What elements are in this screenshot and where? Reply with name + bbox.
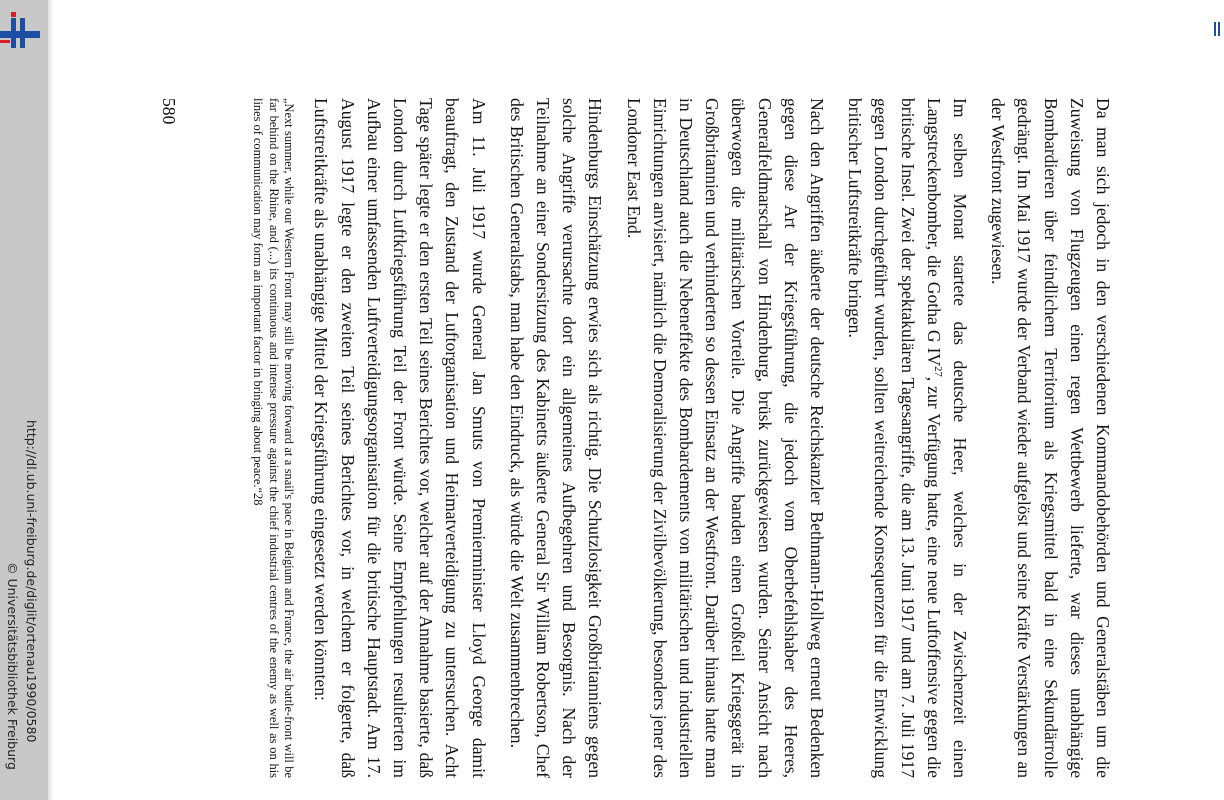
copyright-notice: © Universitätsbibliothek Freiburg [5, 562, 20, 770]
page-edge-shadow [48, 0, 54, 800]
document-page [156, 98, 1116, 778]
paragraph-5: Am 11. Juli 1917 wurde General Jan Smuts von Premierminister Lloyd George damit beauftragt, den Zustand der Luftorganisation und Heimatverteidigung zu untersuchen. Acht Tage später legte er den ersten Teil seines Berichtes vor, welcher auf der Annahme basierte, daß London durch Luftkriegsführung Teil der Front würde. Seine Empfehlungen resultierten im Aufbau einer umfassenden Luftverteidigungsorganisation für die britische Hauptstadt. Am 17. August 1917 legte er den zweiten Teil seines Berichtes vor, in welchem er folgerte, daß Luftstreitkräfte als unabhängige Mittel der Kriegsführung eingesetzt werden könnten: [311, 98, 489, 778]
paragraph-1: Da man sich jedoch in den verschiedenen Kommandobehörden und Generalstäben um die Zuweisung von Flugzeugen einen regen Wettbewerb lieferte, war dieses unabhängige Bombardieren über feindlichem Territorium als Kriegsmittel bald in eine Sekundärrolle gedrängt. Im Mai 1917 wurde der Verband wieder aufgelöst und seine Kräfte Verstärkungen an der Westfront zugewiesen. [988, 98, 1113, 778]
footnote-ref-27: 27 [931, 366, 943, 377]
unibib-freiburg-logo-icon[interactable] [0, 0, 48, 48]
viewer-side-strip [0, 0, 48, 800]
source-url[interactable]: http://dl.ub.uni-freiburg.de/diglit/ortenau1990/0580 [24, 420, 39, 743]
page-marker-icon [1214, 22, 1220, 36]
quotation: „Next summer, while our Western Front may still be moving forward at a snail's pace in Belgium and France, the air battle-front will be far behind on the Rhine, and (...) its continuous and intense pressure against the chief industrial centres of the enemy as well as on his lines of communication may form an important factor in bringing about peace.“28 [251, 98, 297, 778]
paragraph-2-text-cont: , zur Verfügung hatte, eine neue Luftoffensive gegen die britische Insel. Zwei der spektakulären Tagesangriffe, die am 13. Juni 1917 und am 7. Juli 1917 gegen London durchgeführt wurden, sollten weitreichende Konsequenzen für die Entwicklung britischer Luftstreitkräfte bringen. [845, 98, 944, 778]
paragraph-4: Hindenburgs Einschätzung erwies sich als richtig. Die Schutzlosigkeit Großbritanniens gegen solche Angriffe verursachte dort ein allgemeines Aufbegehren und Besorgnis. Nach der Teilnahme an einer Sondersitzung des Kabinetts äußerte General Sir William Robertson, Chef des Britischen Generalstabs, man habe den Eindruck, als würde die Welt zusammenbrechen. [506, 98, 606, 778]
paragraph-2-text: Im selben Monat startete das deutsche Heer, welches in der Zwischenzeit einen Langstreckenbomber, die Gotha G IV [923, 98, 970, 778]
paragraph-3: Nach den Angriffen äußerte der deutsche Reichskanzler Bethmann-Hollweg erneut Bedenken gegen diese Art der Kriegsführung, die jedoch vom Oberbefehlshaber des Heeres, Generalfeldmarschall von Hindenburg, brüsk zurückgewiesen wurden. Seiner Ansicht nach überwogen die militärischen Vorteile. Die Angriffe banden einen Großteil Kriegsgerät in Großbritannien und verhinderten so dessen Einsatz an der Westfront. Darüber hinaus hatte man in Deutschland auch die Nebeneffekte des Bombardements von militärischen und industriellen Einrichtungen anvisiert, nämlich die Demoralisierung der Zivilbevölkerung, besonders jener des Londoner East End. [623, 98, 827, 778]
paragraph-2 [842, 98, 973, 778]
page-number: 580 [159, 98, 180, 125]
